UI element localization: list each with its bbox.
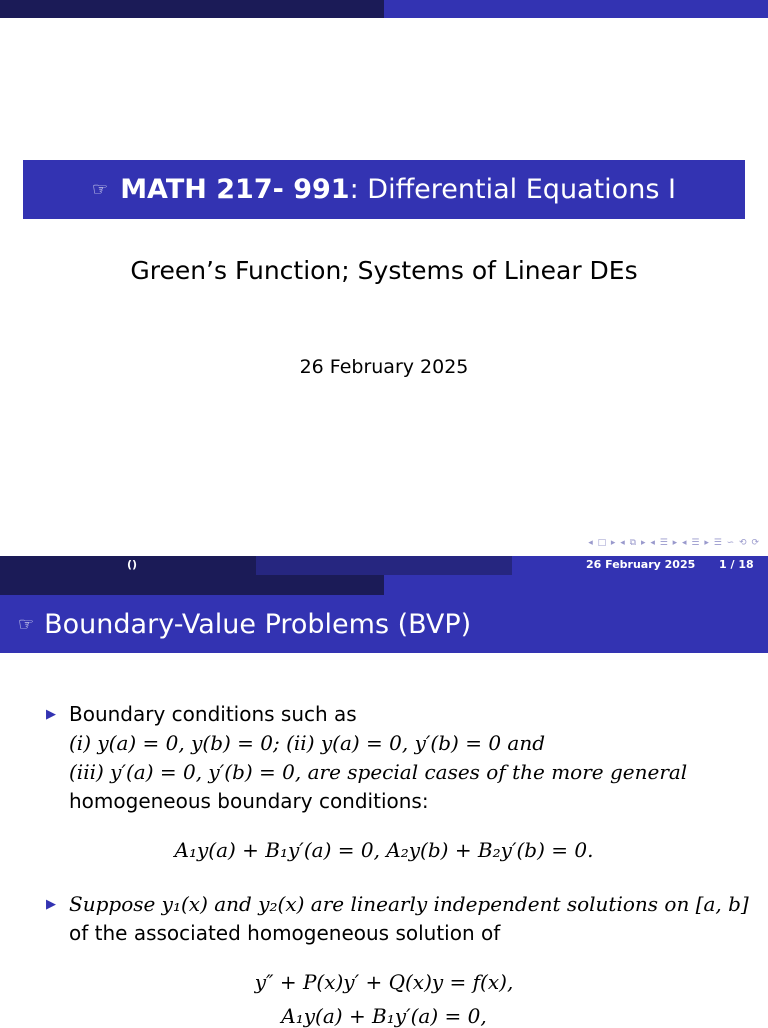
course-title: : Differential Equations I [349,174,676,205]
bullet-line: homogeneous boundary conditions: [69,789,429,813]
frame-title-text: Boundary-Value Problems (BVP) [44,608,472,640]
title-box [23,160,745,219]
pointing-hand-icon: ☞ [92,179,109,200]
pointing-hand-icon: ☞ [18,613,35,635]
slide2-header-left [0,575,384,595]
bullet-line: Suppose y₁(x) and y₂(x) are linearly independent solutions on [a, b] [69,892,749,916]
header-bar [0,0,768,18]
bullet-line: of the associated homogeneous solution of [69,921,501,945]
footer-date: 26 February 2025 [586,558,696,571]
header-bar-right [384,0,768,18]
bullet-line: (iii) y′(a) = 0, y′(b) = 0, are special cases of the more general [69,760,688,784]
slide2-header-right [384,575,768,595]
footer-bar [0,556,768,575]
equation-ode: y″ + P(x)y′ + Q(x)y = f(x), [254,970,514,994]
bullet-text [69,890,759,948]
page-counter: 1 / 18 [719,558,754,571]
beamer-navigation-icons[interactable]: ◂ □ ▸ ◂ ⧉ ▸ ◂ ☰ ▸ ◂ ☰ ▸ ☰ ∽ ⟲ ⟳ [588,538,760,548]
course-code: MATH 217- 991 [120,174,350,205]
bullet-text [69,700,759,816]
footer-segment-title [256,556,512,575]
equation-boundary-conditions: A₁y(a) + B₁y′(a) = 0, A₂y(b) + B₂y′(b) = 0. [174,838,594,862]
frame-title [0,595,768,653]
bullet-triangle-icon: ▶ [46,897,56,912]
slide2-header-bar [0,575,768,595]
bullet-triangle-icon: ▶ [46,707,56,722]
footer-author: () [127,558,138,571]
equation-boundary-a: A₁y(a) + B₁y′(a) = 0, [281,1004,487,1028]
bullet-line: (i) y(a) = 0, y(b) = 0; (ii) y(a) = 0, y′(b) = 0 and [69,731,546,755]
presentation-subtitle: Green’s Function; Systems of Linear DEs [130,256,638,285]
header-bar-left [0,0,384,18]
bullet-line: Boundary conditions such as [69,702,357,726]
presentation-date: 26 February 2025 [299,356,469,378]
